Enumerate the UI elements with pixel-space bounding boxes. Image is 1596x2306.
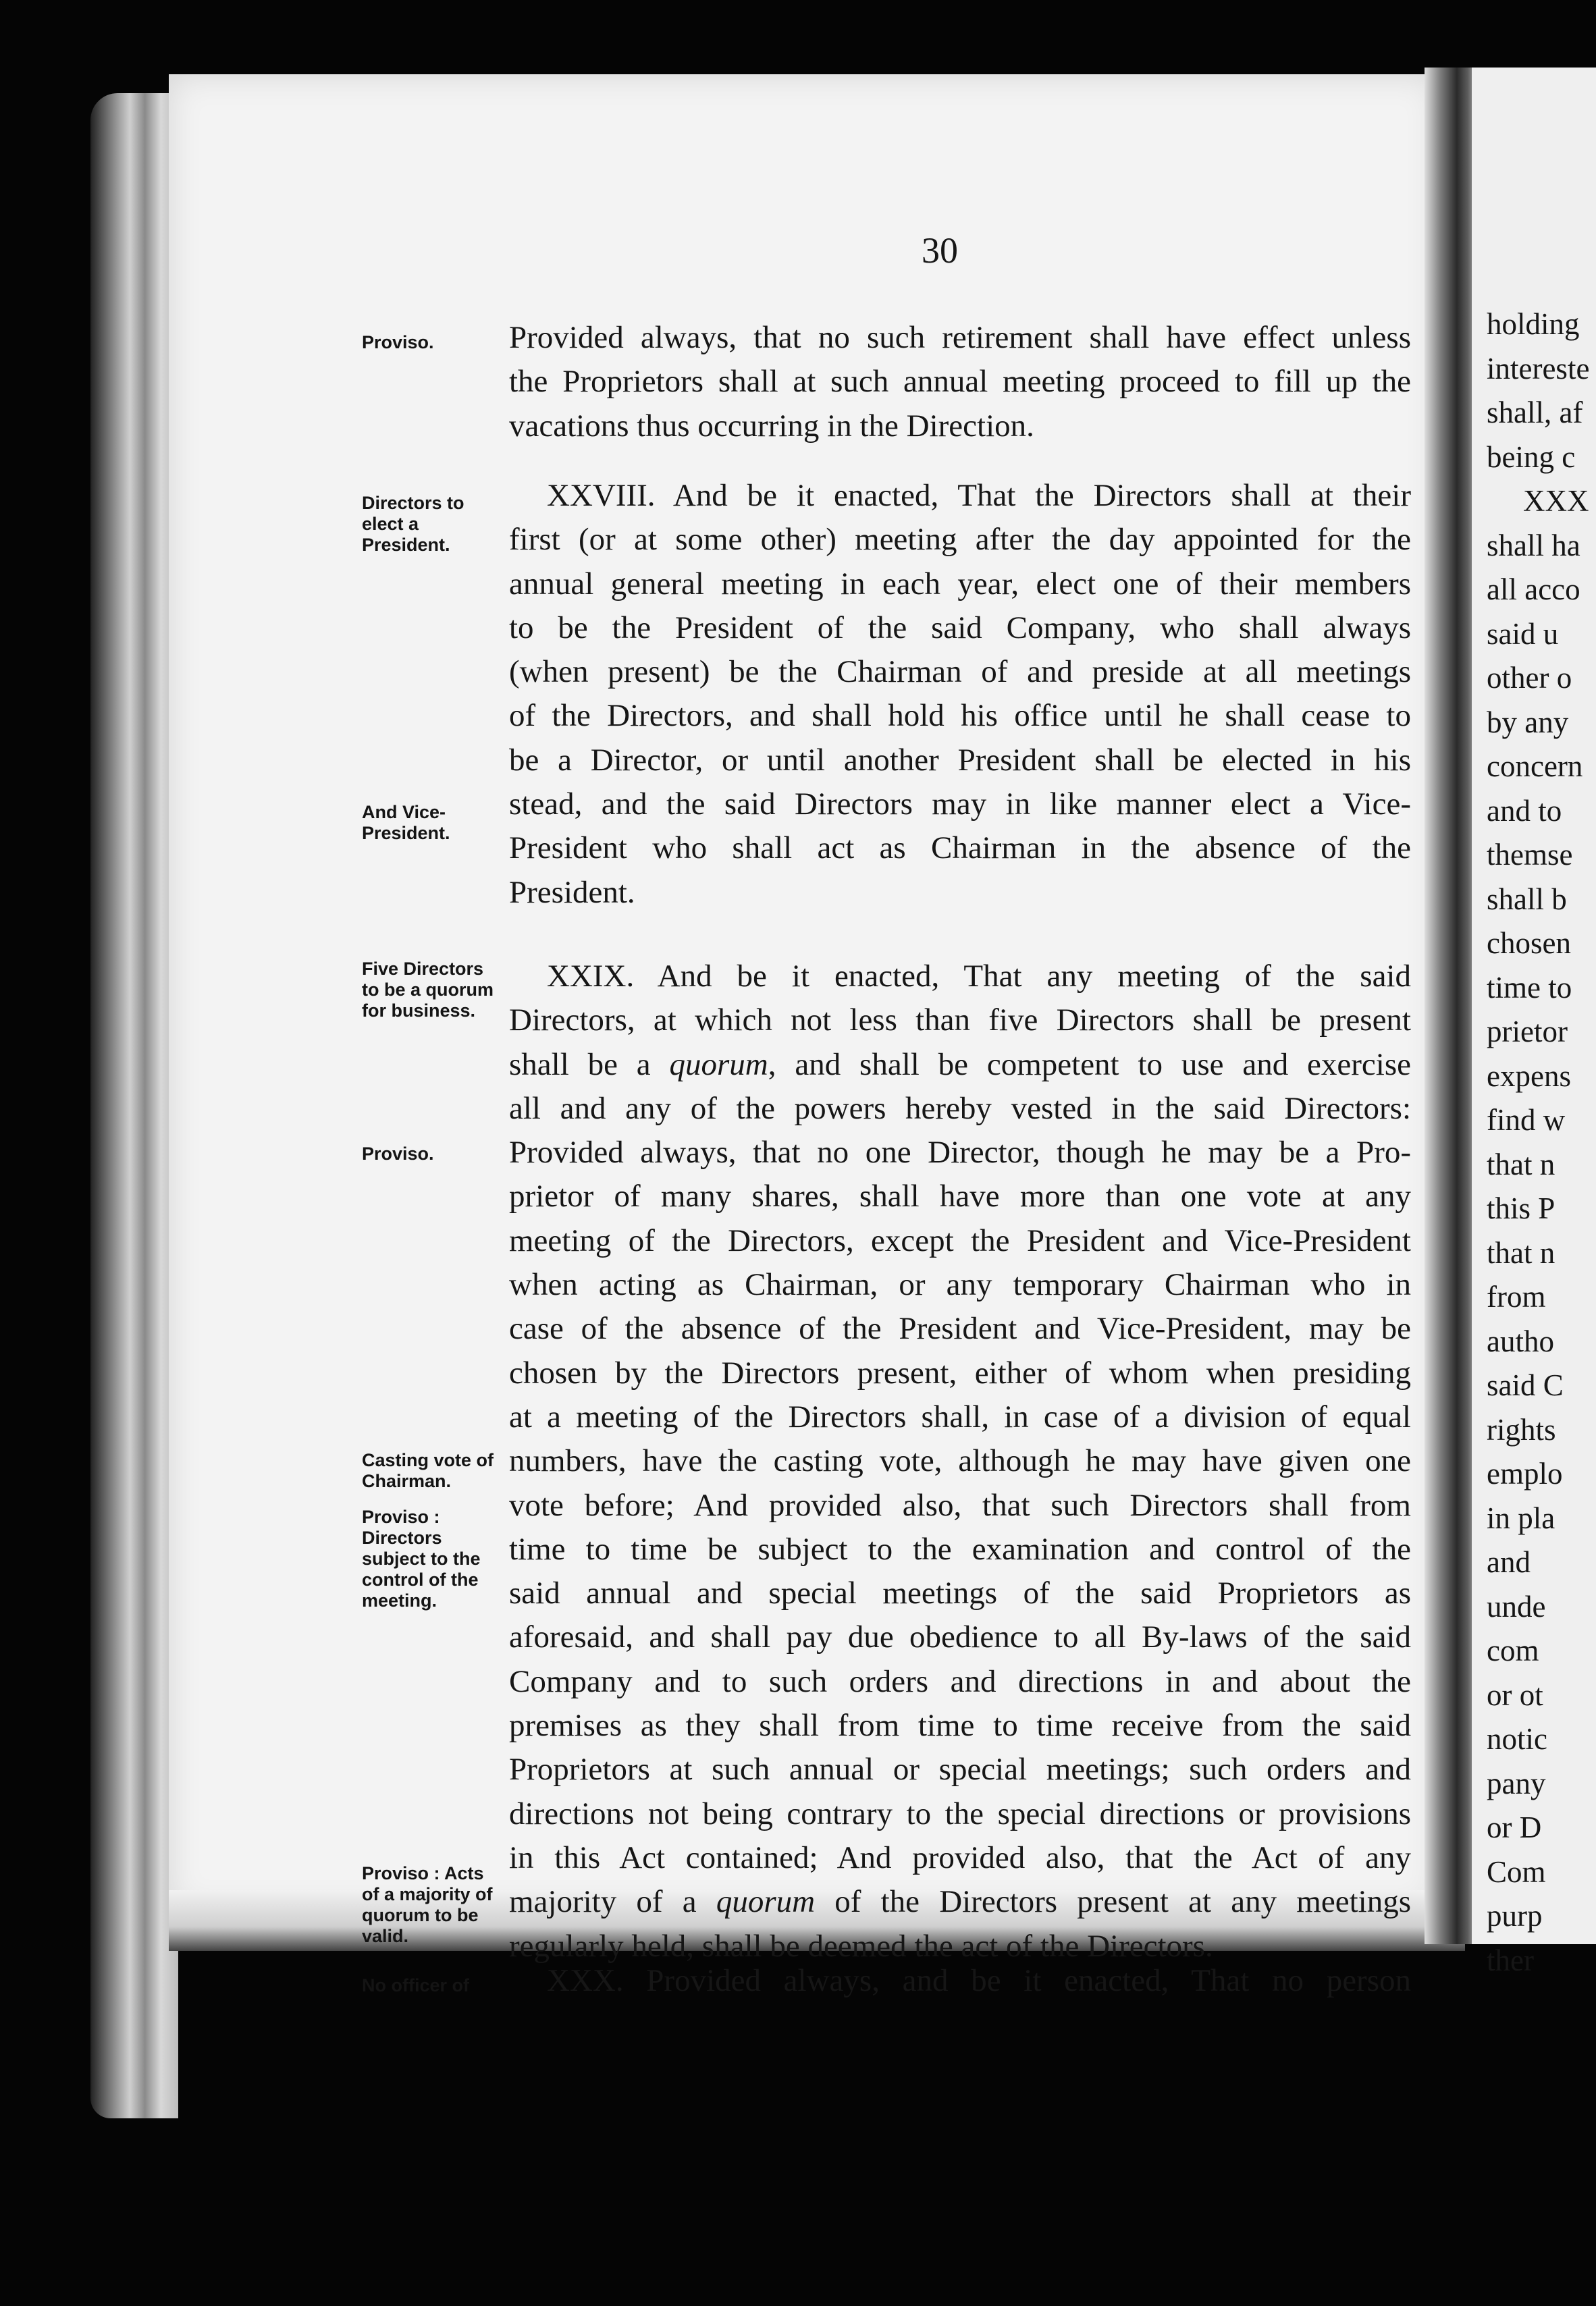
adjacent-text-line: this P — [1487, 1191, 1555, 1225]
text-line: aforesaid, and shall pay due obedience to all By-laws of the said — [509, 1619, 1411, 1655]
adjacent-text-line: and to — [1487, 793, 1562, 828]
text-line: stead, and the said Directors may in like manner elect a Vice- — [509, 786, 1411, 822]
text-line: President who shall act as Chairman in the absence of the — [509, 830, 1411, 866]
adjacent-text-line: said u — [1487, 616, 1559, 651]
text-line: when acting as Chairman, or any temporary Chairman who in — [509, 1267, 1411, 1303]
adjacent-text-line: find w — [1487, 1103, 1566, 1137]
italic-quorum: quorum — [669, 1046, 768, 1082]
text-line: prietor of many shares, shall have more than one vote at any — [509, 1179, 1411, 1214]
text-line: regularly held, shall be deemed the act of the Directors. — [509, 1928, 1213, 1964]
adjacent-text-line: XXX — [1523, 484, 1589, 518]
adjacent-page-text — [1487, 302, 1596, 1983]
text-line: the Proprietors shall at such annual meeting proceed to fill up the — [509, 364, 1411, 400]
text-line: in this Act contained; And provided also, that the Act of any — [509, 1840, 1411, 1875]
text-line: numbers, have the casting vote, although he may have given one — [509, 1443, 1411, 1479]
adjacent-text-line: unde — [1487, 1589, 1546, 1624]
adjacent-text-line: being c — [1487, 439, 1576, 474]
text-line: case of the absence of the President and Vice-President, may be — [509, 1311, 1411, 1347]
text-line: Directors, at which not less than five Directors shall be present — [509, 1002, 1411, 1038]
text-line: Proprietors at such annual or special meetings; such orders and — [509, 1752, 1411, 1788]
margin-note-casting-vote: Casting vote of Chairman. — [362, 1450, 494, 1491]
margin-note-directors-subject-to-meeting: Proviso : Directors subject to the control of the meeting. — [362, 1507, 481, 1611]
text-line — [509, 1880, 1411, 1924]
page-number: 30 — [922, 230, 958, 271]
text-line: XXX. Provided always, and be it enacted, That no person — [547, 1963, 1411, 1998]
adjacent-text-line: in pla — [1487, 1501, 1555, 1535]
adjacent-text-line: shall b — [1487, 882, 1567, 916]
text-line: Provided always, that no one Director, though he may be a Pro- — [509, 1135, 1411, 1171]
margin-note-vice-president: And Vice-President. — [362, 802, 450, 843]
adjacent-text-line: said C — [1487, 1368, 1564, 1402]
adjacent-text-line: holding — [1487, 307, 1580, 341]
adjacent-text-line: autho — [1487, 1324, 1554, 1358]
margin-note-directors-elect-president: Directors to elect a President. — [362, 493, 464, 555]
adjacent-text-line: prietor — [1487, 1015, 1568, 1048]
text-line: XXVIII. And be it enacted, That the Directors shall at their — [547, 478, 1411, 513]
adjacent-text-line: intereste — [1487, 351, 1590, 385]
text-line: Provided always, that no such retirement shall have effect unless — [509, 320, 1411, 355]
section-xxx — [509, 1959, 1411, 2003]
adjacent-text-line: time to — [1487, 970, 1572, 1004]
book-gutter — [1425, 68, 1479, 1944]
text-line: be a Director, or until another President shall be elected in his — [509, 742, 1411, 778]
paragraph-proviso-retirement — [509, 316, 1411, 448]
text-line: premises as they shall from time to time receive from the said — [509, 1708, 1411, 1744]
margin-note-five-directors-quorum: Five Directors to be a quorum for business. — [362, 959, 494, 1021]
adjacent-text-line: ther — [1487, 1943, 1534, 1977]
text-line: vacations thus occurring in the Direction. — [509, 408, 1034, 444]
text-line: time to time be subject to the examination and control of the — [509, 1531, 1411, 1567]
adjacent-text-line: Com — [1487, 1854, 1546, 1889]
text-line: vote before; And provided also, that such Directors shall from — [509, 1487, 1411, 1523]
adjacent-text-line: chosen — [1487, 926, 1571, 960]
text-line: President. — [509, 874, 635, 910]
adjacent-text-line: other o — [1487, 661, 1572, 695]
text-line: first (or at some other) meeting after the day appointed for the — [509, 522, 1411, 558]
text-line: annual general meeting in each year, elect one of their members — [509, 566, 1411, 601]
text-line: at a meeting of the Directors shall, in case of a division of equal — [509, 1399, 1411, 1434]
adjacent-text-line: expens — [1487, 1058, 1571, 1093]
margin-note-no-officer: No officer of — [362, 1975, 469, 1995]
text-line: (when present) be the Chairman of and preside at all meetings — [509, 654, 1411, 690]
adjacent-text-line: concern — [1487, 749, 1583, 783]
adjacent-text-line: shall, af — [1487, 396, 1583, 429]
adjacent-text-line: notic — [1487, 1722, 1547, 1756]
adjacent-text-line: purp — [1487, 1899, 1543, 1933]
text-run: , and shall be competent to use and exercise — [768, 1046, 1411, 1082]
adjacent-text-line: that n — [1487, 1147, 1555, 1181]
adjacent-text-line: pany — [1487, 1766, 1546, 1800]
adjacent-text-line: from — [1487, 1280, 1546, 1314]
adjacent-text-line: and — [1487, 1545, 1531, 1579]
adjacent-text-line: shall ha — [1487, 528, 1580, 562]
text-line: said annual and special meetings of the said Proprietors as — [509, 1576, 1411, 1611]
text-line: Company and to such orders and directions in and about the — [509, 1663, 1411, 1699]
text-line — [509, 1043, 1411, 1087]
section-xxviii — [509, 474, 1411, 915]
adjacent-text-line: all acco — [1487, 572, 1580, 606]
text-line: to be the President of the said Company, who shall always — [509, 610, 1411, 645]
book-page-edges — [90, 93, 178, 2118]
adjacent-text-line: rights — [1487, 1412, 1556, 1447]
text-line: directions not being contrary to the special directions or provisions — [509, 1796, 1411, 1831]
adjacent-text-line: themse — [1487, 838, 1573, 872]
section-xxix — [509, 955, 1411, 1968]
margin-note-acts-of-majority: Proviso : Acts of a majority of quorum to be valid. — [362, 1863, 493, 1946]
text-run: of the Directors present at any meetings — [815, 1884, 1411, 1920]
adjacent-text-line: by any — [1487, 705, 1569, 739]
margin-note-proviso: Proviso. — [362, 332, 434, 352]
text-line: XXIX. And be it enacted, That any meeting of the said — [547, 959, 1411, 994]
adjacent-text-line: or D — [1487, 1811, 1542, 1844]
text-run: shall be a — [509, 1046, 670, 1082]
margin-note-proviso: Proviso. — [362, 1144, 434, 1164]
text-run: majority of a — [509, 1884, 716, 1920]
text-line: of the Directors, and shall hold his office until he shall cease to — [509, 698, 1411, 734]
text-line: meeting of the Directors, except the President and Vice-President — [509, 1223, 1411, 1258]
text-line: chosen by the Directors present, either of whom when presiding — [509, 1355, 1411, 1391]
adjacent-text-line: or ot — [1487, 1678, 1543, 1712]
text-line: all and any of the powers hereby vested in the said Directors: — [509, 1090, 1411, 1126]
adjacent-text-line: com — [1487, 1634, 1539, 1667]
adjacent-text-line: emplo — [1487, 1457, 1563, 1491]
adjacent-text-line: that n — [1487, 1235, 1555, 1270]
italic-quorum: quorum — [716, 1884, 816, 1920]
